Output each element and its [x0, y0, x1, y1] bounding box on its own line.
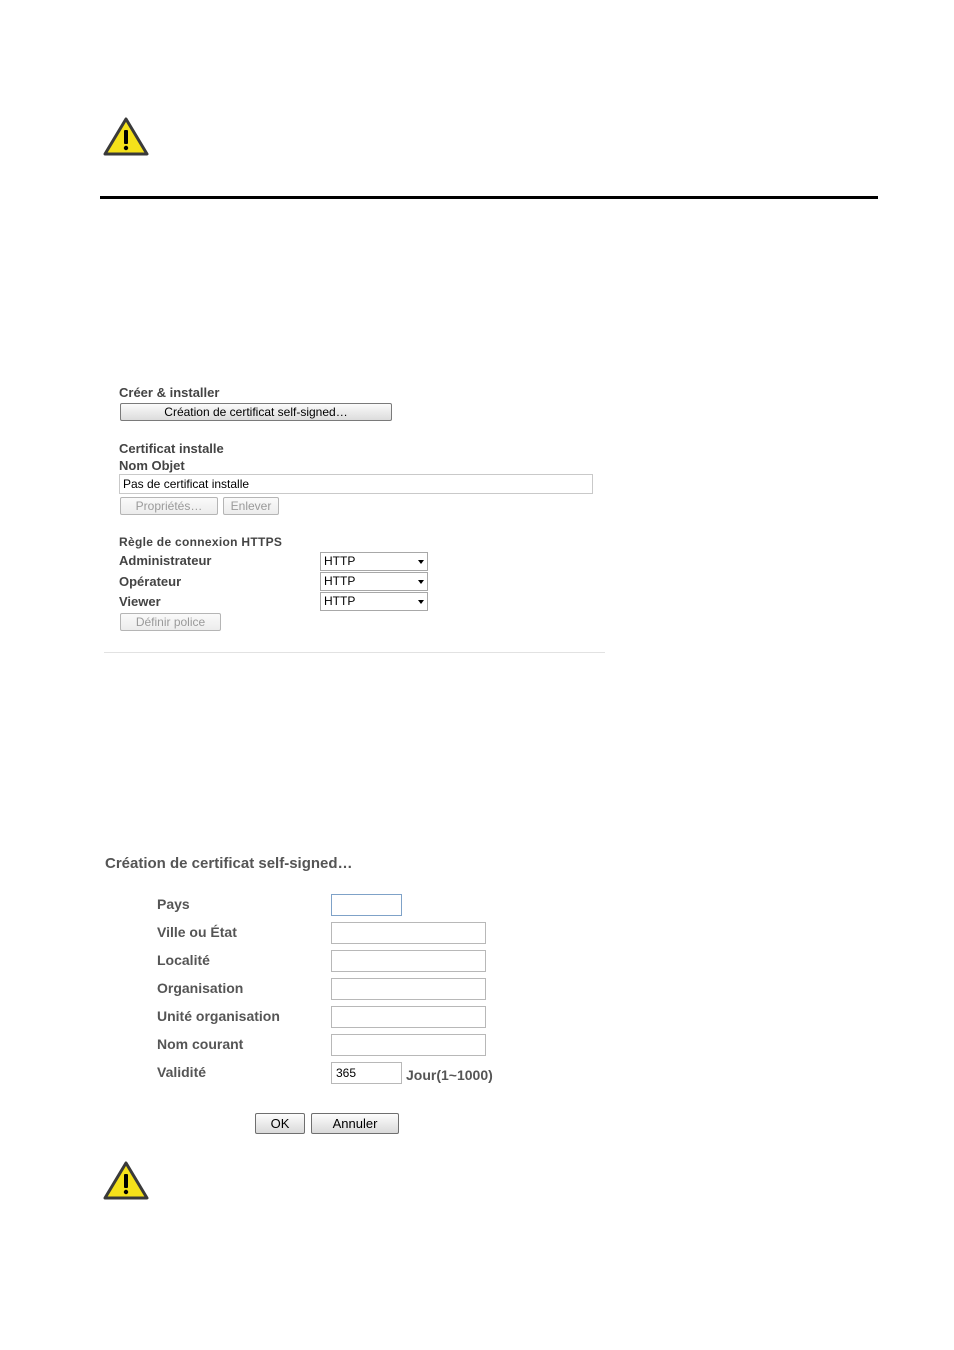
https-rule-heading: Règle de connexion HTTPS: [119, 535, 283, 549]
cancel-button[interactable]: Annuler: [311, 1113, 399, 1134]
state-input[interactable]: [331, 922, 486, 944]
viewer-label: Viewer: [119, 594, 161, 609]
common-name-input[interactable]: [331, 1034, 486, 1056]
remove-button[interactable]: Enlever: [223, 497, 279, 515]
chevron-down-icon: [418, 600, 424, 604]
object-name-label: Nom Objet: [119, 458, 185, 473]
country-input[interactable]: [331, 894, 402, 916]
validity-label: Validité: [157, 1064, 207, 1080]
properties-button[interactable]: Propriétés…: [120, 497, 218, 515]
state-label: Ville ou État: [157, 924, 237, 940]
validity-unit: Jour(1~1000): [406, 1067, 493, 1083]
country-label: Pays: [157, 896, 190, 912]
chevron-down-icon: [418, 560, 424, 564]
define-policy-button[interactable]: Définir police: [120, 613, 221, 631]
viewer-protocol-select[interactable]: [320, 592, 428, 611]
ok-button[interactable]: OK: [255, 1113, 305, 1134]
locality-label: Localité: [157, 952, 210, 968]
operator-label: Opérateur: [119, 574, 182, 589]
org-unit-label: Unité organisation: [157, 1008, 280, 1024]
common-name-label: Nom courant: [157, 1036, 244, 1052]
warning-icon: [103, 117, 149, 157]
installed-certificate-heading: Certificat installe: [119, 441, 224, 456]
admin-protocol-select[interactable]: [320, 552, 428, 571]
chevron-down-icon: [418, 580, 424, 584]
object-name-field: Pas de certificat installe: [119, 474, 593, 494]
viewer-protocol-value: HTTP: [324, 594, 356, 608]
org-unit-input[interactable]: [331, 1006, 486, 1028]
dialog-title: Création de certificat self-signed…: [105, 855, 353, 872]
create-self-signed-button[interactable]: Création de certificat self-signed…: [120, 403, 392, 421]
operator-protocol-value: HTTP: [324, 574, 356, 588]
panel-divider: [104, 652, 605, 653]
create-install-heading: Créer & installer: [119, 385, 220, 400]
organization-input[interactable]: [331, 978, 486, 1000]
admin-label: Administrateur: [119, 553, 212, 568]
validity-input[interactable]: 365: [331, 1062, 402, 1084]
operator-protocol-select[interactable]: [320, 572, 428, 591]
warning-icon: [103, 1161, 149, 1201]
admin-protocol-value: HTTP: [324, 554, 356, 568]
organization-label: Organisation: [157, 980, 244, 996]
horizontal-rule: [100, 196, 878, 199]
locality-input[interactable]: [331, 950, 486, 972]
